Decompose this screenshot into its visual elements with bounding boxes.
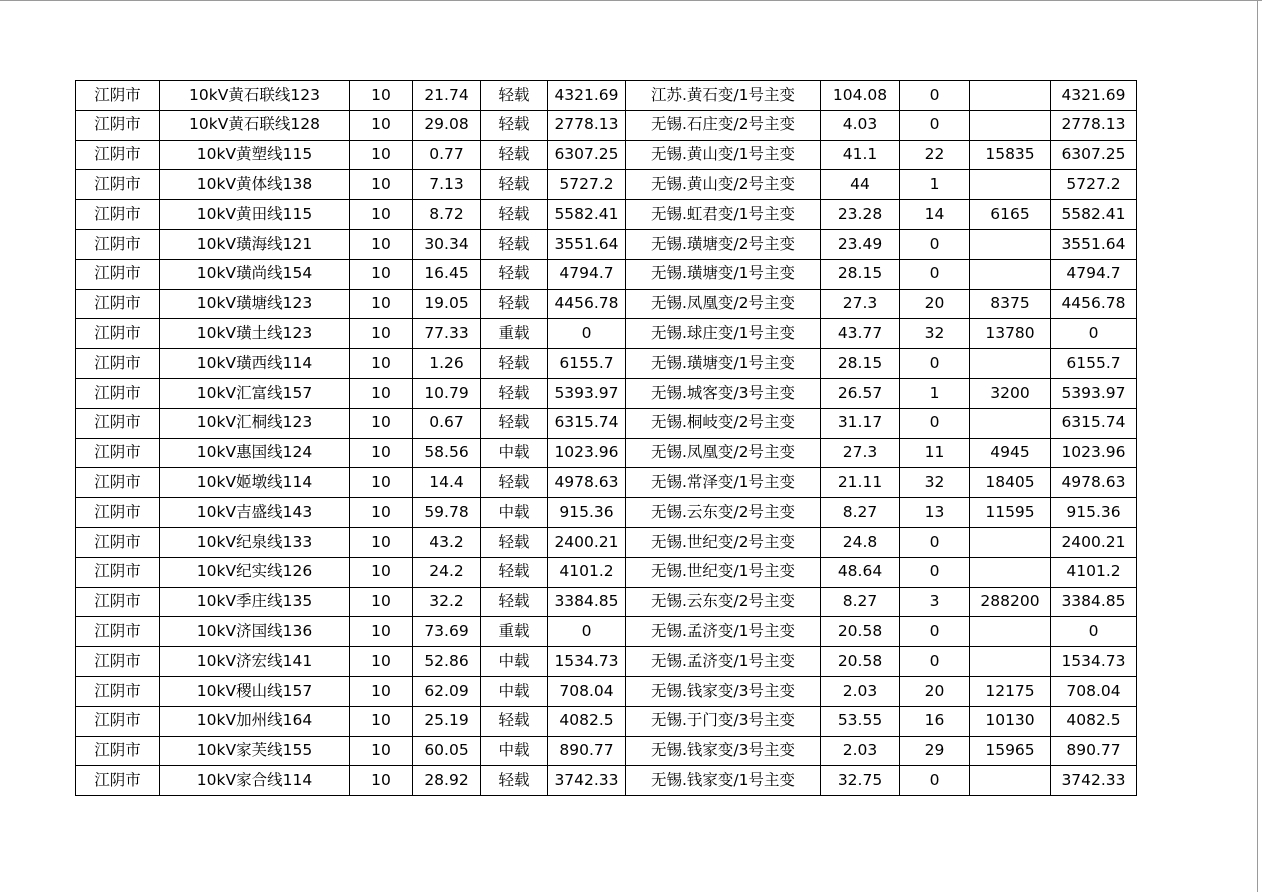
cell-available-capacity: 4082.5: [1051, 706, 1137, 736]
cell-load-rate: 0.77: [413, 140, 481, 170]
cell-voltage: 10: [350, 319, 413, 349]
cell-available-capacity: 4101.2: [1051, 557, 1137, 587]
cell-city: 江阴市: [76, 81, 160, 111]
cell-remaining-capacity: 4456.78: [548, 289, 626, 319]
cell-transformer: 无锡.璜塘变/1号主变: [626, 259, 821, 289]
cell-transformer: 无锡.璜塘变/2号主变: [626, 229, 821, 259]
cell-available-capacity: 0: [1051, 319, 1137, 349]
cell-capacity: [970, 170, 1051, 200]
cell-remaining-capacity: 3551.64: [548, 229, 626, 259]
cell-transformer-load-rate: 27.3: [821, 289, 900, 319]
cell-count: 11: [900, 438, 970, 468]
cell-count: 32: [900, 468, 970, 498]
cell-load-rate: 14.4: [413, 468, 481, 498]
cell-capacity: 18405: [970, 468, 1051, 498]
cell-transformer: 无锡.云东变/2号主变: [626, 498, 821, 528]
cell-city: 江阴市: [76, 170, 160, 200]
cell-line-name: 10kV纪实线126: [160, 557, 350, 587]
cell-line-name: 10kV璜西线114: [160, 349, 350, 379]
cell-line-name: 10kV黄体线138: [160, 170, 350, 200]
cell-capacity: 11595: [970, 498, 1051, 528]
cell-city: 江阴市: [76, 647, 160, 677]
cell-city: 江阴市: [76, 140, 160, 170]
cell-line-name: 10kV惠国线124: [160, 438, 350, 468]
cell-voltage: 10: [350, 587, 413, 617]
cell-transformer: 无锡.凤凰变/2号主变: [626, 438, 821, 468]
cell-transformer-load-rate: 4.03: [821, 110, 900, 140]
table-row: [76, 408, 1137, 438]
cell-voltage: 10: [350, 438, 413, 468]
cell-transformer: 无锡.孟济变/1号主变: [626, 647, 821, 677]
cell-voltage: 10: [350, 408, 413, 438]
table-row: [76, 438, 1137, 468]
cell-available-capacity: 4978.63: [1051, 468, 1137, 498]
cell-capacity: 12175: [970, 676, 1051, 706]
page-top-border: [0, 0, 1262, 1]
cell-count: 0: [900, 766, 970, 796]
cell-capacity: [970, 259, 1051, 289]
cell-available-capacity: 4321.69: [1051, 81, 1137, 111]
table-row: [76, 706, 1137, 736]
page-right-border: [1257, 0, 1258, 892]
cell-line-name: 10kV黄塑线115: [160, 140, 350, 170]
cell-count: 0: [900, 647, 970, 677]
cell-line-name: 10kV吉盛线143: [160, 498, 350, 528]
cell-load-status: 中载: [481, 736, 548, 766]
cell-remaining-capacity: 915.36: [548, 498, 626, 528]
cell-city: 江阴市: [76, 617, 160, 647]
cell-transformer: 无锡.黄山变/2号主变: [626, 170, 821, 200]
cell-load-rate: 16.45: [413, 259, 481, 289]
cell-count: 13: [900, 498, 970, 528]
cell-load-rate: 29.08: [413, 110, 481, 140]
cell-transformer: 无锡.常泽变/1号主变: [626, 468, 821, 498]
cell-capacity: [970, 617, 1051, 647]
cell-available-capacity: 1534.73: [1051, 647, 1137, 677]
cell-available-capacity: 5582.41: [1051, 200, 1137, 230]
cell-city: 江阴市: [76, 676, 160, 706]
cell-city: 江阴市: [76, 438, 160, 468]
cell-capacity: [970, 557, 1051, 587]
cell-line-name: 10kV汇富线157: [160, 378, 350, 408]
cell-load-status: 轻载: [481, 259, 548, 289]
cell-voltage: 10: [350, 468, 413, 498]
cell-transformer-load-rate: 27.3: [821, 438, 900, 468]
table-body: [76, 81, 1137, 796]
table-row: [76, 200, 1137, 230]
cell-available-capacity: 3742.33: [1051, 766, 1137, 796]
cell-available-capacity: 4794.7: [1051, 259, 1137, 289]
cell-voltage: 10: [350, 110, 413, 140]
cell-voltage: 10: [350, 81, 413, 111]
cell-transformer-load-rate: 53.55: [821, 706, 900, 736]
cell-city: 江阴市: [76, 766, 160, 796]
cell-transformer-load-rate: 2.03: [821, 676, 900, 706]
cell-transformer: 无锡.世纪变/1号主变: [626, 557, 821, 587]
cell-transformer-load-rate: 31.17: [821, 408, 900, 438]
cell-transformer: 无锡.虹君变/1号主变: [626, 200, 821, 230]
cell-transformer: 无锡.世纪变/2号主变: [626, 527, 821, 557]
cell-line-name: 10kV黄石联线123: [160, 81, 350, 111]
cell-voltage: 10: [350, 736, 413, 766]
cell-count: 29: [900, 736, 970, 766]
cell-line-name: 10kV黄田线115: [160, 200, 350, 230]
cell-transformer-load-rate: 41.1: [821, 140, 900, 170]
cell-capacity: 15835: [970, 140, 1051, 170]
cell-line-name: 10kV稷山线157: [160, 676, 350, 706]
table-row: [76, 319, 1137, 349]
cell-transformer: 无锡.凤凰变/2号主变: [626, 289, 821, 319]
cell-load-status: 轻载: [481, 170, 548, 200]
cell-remaining-capacity: 890.77: [548, 736, 626, 766]
cell-remaining-capacity: 0: [548, 319, 626, 349]
cell-transformer: 无锡.城客变/3号主变: [626, 378, 821, 408]
cell-transformer-load-rate: 28.15: [821, 349, 900, 379]
cell-voltage: 10: [350, 140, 413, 170]
cell-count: 16: [900, 706, 970, 736]
cell-transformer: 无锡.黄山变/1号主变: [626, 140, 821, 170]
cell-load-rate: 24.2: [413, 557, 481, 587]
cell-count: 1: [900, 378, 970, 408]
cell-line-name: 10kV季庄线135: [160, 587, 350, 617]
cell-load-rate: 73.69: [413, 617, 481, 647]
cell-voltage: 10: [350, 170, 413, 200]
table-row: [76, 527, 1137, 557]
cell-line-name: 10kV璜海线121: [160, 229, 350, 259]
cell-transformer-load-rate: 32.75: [821, 766, 900, 796]
cell-count: 0: [900, 229, 970, 259]
cell-city: 江阴市: [76, 349, 160, 379]
table-row: [76, 557, 1137, 587]
cell-line-name: 10kV黄石联线128: [160, 110, 350, 140]
cell-line-name: 10kV璜塘线123: [160, 289, 350, 319]
cell-transformer-load-rate: 28.15: [821, 259, 900, 289]
cell-load-status: 中载: [481, 647, 548, 677]
cell-transformer: 无锡.桐岐变/2号主变: [626, 408, 821, 438]
cell-remaining-capacity: 5393.97: [548, 378, 626, 408]
cell-remaining-capacity: 4794.7: [548, 259, 626, 289]
cell-load-status: 中载: [481, 498, 548, 528]
cell-transformer: 无锡.钱家变/3号主变: [626, 736, 821, 766]
cell-load-status: 重载: [481, 319, 548, 349]
table-row: [76, 110, 1137, 140]
cell-load-rate: 52.86: [413, 647, 481, 677]
cell-load-status: 轻载: [481, 468, 548, 498]
cell-city: 江阴市: [76, 498, 160, 528]
cell-count: 14: [900, 200, 970, 230]
table-row: [76, 468, 1137, 498]
cell-load-status: 轻载: [481, 557, 548, 587]
cell-available-capacity: 708.04: [1051, 676, 1137, 706]
table-row: [76, 81, 1137, 111]
table-row: [76, 140, 1137, 170]
cell-line-name: 10kV济国线136: [160, 617, 350, 647]
cell-load-status: 中载: [481, 676, 548, 706]
cell-remaining-capacity: 5582.41: [548, 200, 626, 230]
cell-load-rate: 8.72: [413, 200, 481, 230]
cell-transformer: 无锡.璜塘变/1号主变: [626, 349, 821, 379]
cell-count: 20: [900, 289, 970, 319]
cell-load-rate: 62.09: [413, 676, 481, 706]
cell-capacity: [970, 766, 1051, 796]
cell-count: 0: [900, 81, 970, 111]
cell-capacity: [970, 527, 1051, 557]
cell-remaining-capacity: 4978.63: [548, 468, 626, 498]
cell-load-status: 轻载: [481, 587, 548, 617]
cell-city: 江阴市: [76, 319, 160, 349]
cell-voltage: 10: [350, 498, 413, 528]
cell-line-name: 10kV姬墩线114: [160, 468, 350, 498]
cell-transformer: 无锡.钱家变/3号主变: [626, 676, 821, 706]
cell-line-name: 10kV璜尚线154: [160, 259, 350, 289]
cell-voltage: 10: [350, 557, 413, 587]
cell-transformer: 无锡.孟济变/1号主变: [626, 617, 821, 647]
cell-transformer: 无锡.于门变/3号主变: [626, 706, 821, 736]
cell-load-status: 重载: [481, 617, 548, 647]
cell-line-name: 10kV加州线164: [160, 706, 350, 736]
cell-city: 江阴市: [76, 468, 160, 498]
cell-city: 江阴市: [76, 736, 160, 766]
cell-city: 江阴市: [76, 200, 160, 230]
cell-load-status: 轻载: [481, 289, 548, 319]
cell-capacity: 15965: [970, 736, 1051, 766]
cell-capacity: 10130: [970, 706, 1051, 736]
cell-available-capacity: 890.77: [1051, 736, 1137, 766]
cell-remaining-capacity: 2778.13: [548, 110, 626, 140]
cell-load-status: 轻载: [481, 408, 548, 438]
cell-line-name: 10kV家芙线155: [160, 736, 350, 766]
cell-line-name: 10kV汇桐线123: [160, 408, 350, 438]
table-row: [76, 259, 1137, 289]
cell-remaining-capacity: 6315.74: [548, 408, 626, 438]
cell-load-rate: 19.05: [413, 289, 481, 319]
cell-remaining-capacity: 6155.7: [548, 349, 626, 379]
cell-capacity: [970, 110, 1051, 140]
cell-transformer-load-rate: 48.64: [821, 557, 900, 587]
cell-voltage: 10: [350, 200, 413, 230]
cell-capacity: 4945: [970, 438, 1051, 468]
cell-load-status: 轻载: [481, 200, 548, 230]
cell-transformer: 无锡.球庄变/1号主变: [626, 319, 821, 349]
cell-transformer-load-rate: 2.03: [821, 736, 900, 766]
cell-transformer-load-rate: 104.08: [821, 81, 900, 111]
table-row: [76, 498, 1137, 528]
cell-available-capacity: 6315.74: [1051, 408, 1137, 438]
cell-transformer-load-rate: 8.27: [821, 498, 900, 528]
table-row: [76, 676, 1137, 706]
cell-capacity: [970, 81, 1051, 111]
cell-load-rate: 7.13: [413, 170, 481, 200]
cell-available-capacity: 1023.96: [1051, 438, 1137, 468]
cell-voltage: 10: [350, 527, 413, 557]
cell-load-status: 轻载: [481, 110, 548, 140]
cell-available-capacity: 3384.85: [1051, 587, 1137, 617]
cell-load-status: 轻载: [481, 527, 548, 557]
cell-load-rate: 60.05: [413, 736, 481, 766]
cell-capacity: [970, 229, 1051, 259]
table-row: [76, 766, 1137, 796]
cell-count: 20: [900, 676, 970, 706]
cell-load-status: 中载: [481, 438, 548, 468]
cell-load-status: 轻载: [481, 140, 548, 170]
cell-count: 1: [900, 170, 970, 200]
table-row: [76, 617, 1137, 647]
cell-city: 江阴市: [76, 289, 160, 319]
cell-available-capacity: 3551.64: [1051, 229, 1137, 259]
cell-remaining-capacity: 4101.2: [548, 557, 626, 587]
cell-voltage: 10: [350, 289, 413, 319]
cell-load-rate: 30.34: [413, 229, 481, 259]
cell-count: 22: [900, 140, 970, 170]
cell-capacity: [970, 349, 1051, 379]
cell-load-status: 轻载: [481, 81, 548, 111]
table-row: [76, 170, 1137, 200]
cell-capacity: 288200: [970, 587, 1051, 617]
cell-remaining-capacity: 6307.25: [548, 140, 626, 170]
cell-transformer-load-rate: 43.77: [821, 319, 900, 349]
cell-available-capacity: 6155.7: [1051, 349, 1137, 379]
cell-load-rate: 43.2: [413, 527, 481, 557]
table-row: [76, 378, 1137, 408]
cell-load-status: 轻载: [481, 229, 548, 259]
cell-transformer-load-rate: 23.28: [821, 200, 900, 230]
cell-transformer: 江苏.黄石变/1号主变: [626, 81, 821, 111]
cell-line-name: 10kV家合线114: [160, 766, 350, 796]
cell-load-rate: 21.74: [413, 81, 481, 111]
cell-voltage: 10: [350, 706, 413, 736]
cell-transformer: 无锡.钱家变/1号主变: [626, 766, 821, 796]
table-row: [76, 587, 1137, 617]
cell-count: 32: [900, 319, 970, 349]
cell-transformer-load-rate: 20.58: [821, 647, 900, 677]
cell-voltage: 10: [350, 766, 413, 796]
cell-load-rate: 32.2: [413, 587, 481, 617]
cell-city: 江阴市: [76, 527, 160, 557]
cell-remaining-capacity: 3742.33: [548, 766, 626, 796]
cell-load-rate: 77.33: [413, 319, 481, 349]
cell-load-status: 轻载: [481, 378, 548, 408]
cell-voltage: 10: [350, 349, 413, 379]
cell-transformer-load-rate: 20.58: [821, 617, 900, 647]
cell-load-status: 轻载: [481, 706, 548, 736]
cell-load-status: 轻载: [481, 766, 548, 796]
feeder-load-table: [75, 80, 1137, 796]
cell-remaining-capacity: 4321.69: [548, 81, 626, 111]
cell-available-capacity: 4456.78: [1051, 289, 1137, 319]
cell-load-rate: 58.56: [413, 438, 481, 468]
table-row: [76, 736, 1137, 766]
cell-voltage: 10: [350, 229, 413, 259]
cell-voltage: 10: [350, 617, 413, 647]
cell-available-capacity: 2778.13: [1051, 110, 1137, 140]
cell-capacity: 13780: [970, 319, 1051, 349]
cell-count: 0: [900, 110, 970, 140]
cell-count: 0: [900, 617, 970, 647]
cell-load-rate: 25.19: [413, 706, 481, 736]
table-row: [76, 289, 1137, 319]
cell-available-capacity: 6307.25: [1051, 140, 1137, 170]
cell-available-capacity: 915.36: [1051, 498, 1137, 528]
cell-capacity: 8375: [970, 289, 1051, 319]
cell-load-rate: 59.78: [413, 498, 481, 528]
cell-voltage: 10: [350, 378, 413, 408]
cell-line-name: 10kV济宏线141: [160, 647, 350, 677]
cell-remaining-capacity: 4082.5: [548, 706, 626, 736]
cell-line-name: 10kV璜土线123: [160, 319, 350, 349]
cell-remaining-capacity: 1534.73: [548, 647, 626, 677]
cell-city: 江阴市: [76, 587, 160, 617]
cell-capacity: 6165: [970, 200, 1051, 230]
cell-load-status: 轻载: [481, 349, 548, 379]
cell-remaining-capacity: 2400.21: [548, 527, 626, 557]
cell-available-capacity: 5727.2: [1051, 170, 1137, 200]
cell-city: 江阴市: [76, 408, 160, 438]
cell-city: 江阴市: [76, 110, 160, 140]
cell-city: 江阴市: [76, 706, 160, 736]
cell-line-name: 10kV纪泉线133: [160, 527, 350, 557]
cell-voltage: 10: [350, 259, 413, 289]
cell-capacity: [970, 647, 1051, 677]
cell-count: 0: [900, 408, 970, 438]
cell-count: 0: [900, 557, 970, 587]
cell-load-rate: 28.92: [413, 766, 481, 796]
cell-city: 江阴市: [76, 378, 160, 408]
table-row: [76, 349, 1137, 379]
cell-load-rate: 0.67: [413, 408, 481, 438]
cell-remaining-capacity: 5727.2: [548, 170, 626, 200]
cell-voltage: 10: [350, 676, 413, 706]
cell-count: 3: [900, 587, 970, 617]
cell-available-capacity: 2400.21: [1051, 527, 1137, 557]
table-row: [76, 647, 1137, 677]
cell-transformer: 无锡.云东变/2号主变: [626, 587, 821, 617]
cell-transformer-load-rate: 21.11: [821, 468, 900, 498]
cell-remaining-capacity: 0: [548, 617, 626, 647]
cell-transformer-load-rate: 23.49: [821, 229, 900, 259]
cell-transformer-load-rate: 44: [821, 170, 900, 200]
cell-load-rate: 1.26: [413, 349, 481, 379]
cell-transformer-load-rate: 24.8: [821, 527, 900, 557]
cell-transformer-load-rate: 8.27: [821, 587, 900, 617]
cell-transformer-load-rate: 26.57: [821, 378, 900, 408]
cell-city: 江阴市: [76, 557, 160, 587]
cell-count: 0: [900, 527, 970, 557]
cell-remaining-capacity: 3384.85: [548, 587, 626, 617]
cell-capacity: 3200: [970, 378, 1051, 408]
cell-capacity: [970, 408, 1051, 438]
cell-load-rate: 10.79: [413, 378, 481, 408]
cell-available-capacity: 5393.97: [1051, 378, 1137, 408]
cell-city: 江阴市: [76, 259, 160, 289]
cell-count: 0: [900, 349, 970, 379]
cell-count: 0: [900, 259, 970, 289]
cell-transformer: 无锡.石庄变/2号主变: [626, 110, 821, 140]
cell-available-capacity: 0: [1051, 617, 1137, 647]
cell-city: 江阴市: [76, 229, 160, 259]
table-row: [76, 229, 1137, 259]
cell-remaining-capacity: 1023.96: [548, 438, 626, 468]
cell-remaining-capacity: 708.04: [548, 676, 626, 706]
cell-voltage: 10: [350, 647, 413, 677]
